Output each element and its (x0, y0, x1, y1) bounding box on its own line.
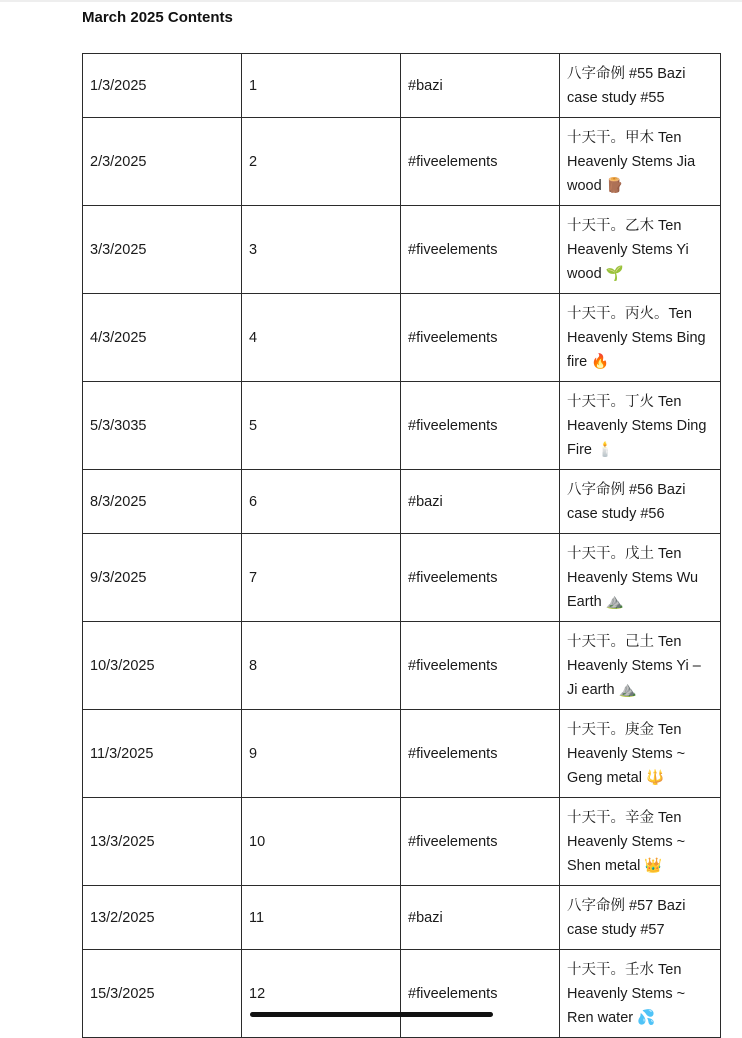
table-row (83, 382, 721, 470)
page-title: March 2025 Contents (82, 9, 233, 26)
description-text: 八字命例 #56 Bazi case study #56 (567, 481, 686, 522)
description-cell (560, 534, 721, 622)
tag-cell: #bazi (401, 470, 560, 534)
description-cell (560, 382, 721, 470)
date-cell: 13/2/2025 (83, 886, 242, 950)
date-cell: 9/3/2025 (83, 534, 242, 622)
date-cell: 4/3/2025 (83, 294, 242, 382)
description-text: 十天干。庚金 Ten Heavenly Stems ~ Geng metal 🔱 (567, 721, 686, 786)
tag-cell: #fiveelements (401, 294, 560, 382)
description-cell (560, 54, 721, 118)
description-text: 十天干。辛金 Ten Heavenly Stems ~ Shen metal 👑 (567, 809, 686, 874)
date-cell: 5/3/3035 (83, 382, 242, 470)
table-row (83, 294, 721, 382)
tag-cell: #fiveelements (401, 710, 560, 798)
tag-cell: #fiveelements (401, 950, 560, 1038)
tag-cell: #fiveelements (401, 206, 560, 294)
description-text: 八字命例 #55 Bazi case study #55 (567, 65, 686, 106)
date-cell: 2/3/2025 (83, 118, 242, 206)
description-text: 十天干。甲木 Ten Heavenly Stems Jia wood 🪵 (567, 129, 696, 194)
description-text: 十天干。戊土 Ten Heavenly Stems Wu Earth ⛰️ (567, 545, 699, 610)
description-cell (560, 886, 721, 950)
number-cell: 10 (242, 798, 401, 886)
tag-cell: #fiveelements (401, 118, 560, 206)
home-indicator[interactable] (250, 1012, 493, 1017)
description-text: 十天干。丁火 Ten Heavenly Stems Ding Fire 🕯️ (567, 393, 707, 458)
table-row (83, 118, 721, 206)
description-text: 十天干。丙火。Ten Heavenly Stems Bing fire 🔥 (567, 305, 706, 370)
tag-cell: #bazi (401, 54, 560, 118)
tag-cell: #fiveelements (401, 622, 560, 710)
description-cell (560, 622, 721, 710)
top-divider (0, 0, 742, 2)
contents-table (82, 53, 721, 1038)
table-row (83, 886, 721, 950)
description-cell (560, 206, 721, 294)
date-cell: 15/3/2025 (83, 950, 242, 1038)
table-row (83, 54, 721, 118)
description-text: 八字命例 #57 Bazi case study #57 (567, 897, 686, 938)
date-cell: 10/3/2025 (83, 622, 242, 710)
number-cell: 12 (242, 950, 401, 1038)
number-cell: 11 (242, 886, 401, 950)
date-cell: 8/3/2025 (83, 470, 242, 534)
description-text: 十天干。壬水 Ten Heavenly Stems ~ Ren water 💦 (567, 961, 686, 1026)
number-cell: 5 (242, 382, 401, 470)
description-cell (560, 798, 721, 886)
number-cell: 6 (242, 470, 401, 534)
description-cell (560, 710, 721, 798)
date-cell: 3/3/2025 (83, 206, 242, 294)
table-row (83, 534, 721, 622)
description-cell (560, 950, 721, 1038)
date-cell: 1/3/2025 (83, 54, 242, 118)
tag-cell: #bazi (401, 886, 560, 950)
number-cell: 7 (242, 534, 401, 622)
number-cell: 1 (242, 54, 401, 118)
description-cell (560, 294, 721, 382)
tag-cell: #fiveelements (401, 534, 560, 622)
description-text: 十天干。己土 Ten Heavenly Stems Yi – Ji earth ⛰️ (567, 633, 701, 698)
number-cell: 2 (242, 118, 401, 206)
table-row (83, 206, 721, 294)
table-row (83, 622, 721, 710)
date-cell: 13/3/2025 (83, 798, 242, 886)
description-text: 十天干。乙木 Ten Heavenly Stems Yi wood 🌱 (567, 217, 689, 282)
date-cell: 11/3/2025 (83, 710, 242, 798)
table-row (83, 950, 721, 1038)
description-cell (560, 118, 721, 206)
tag-cell: #fiveelements (401, 382, 560, 470)
number-cell: 8 (242, 622, 401, 710)
description-cell (560, 470, 721, 534)
number-cell: 9 (242, 710, 401, 798)
table-row (83, 710, 721, 798)
number-cell: 3 (242, 206, 401, 294)
number-cell: 4 (242, 294, 401, 382)
tag-cell: #fiveelements (401, 798, 560, 886)
table-row (83, 798, 721, 886)
table-row (83, 470, 721, 534)
